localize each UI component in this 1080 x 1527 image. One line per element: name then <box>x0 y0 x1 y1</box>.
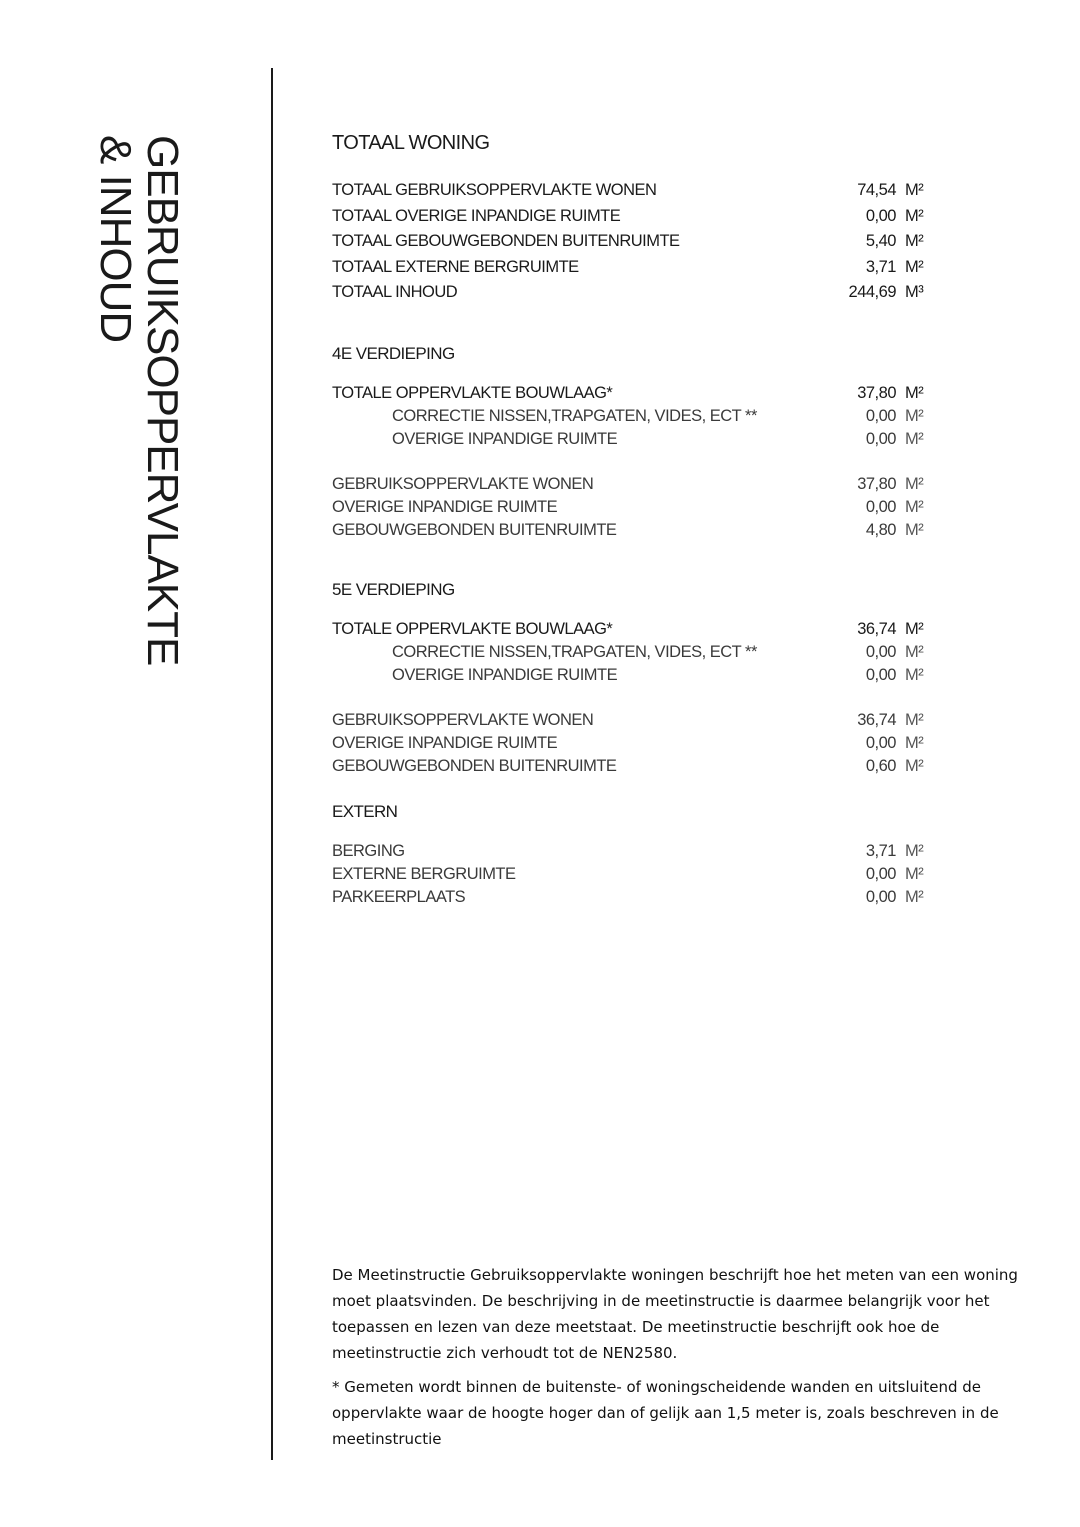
row-unit: M² <box>905 756 924 775</box>
row-value: 37,80 <box>857 474 896 493</box>
row-unit: M² <box>905 841 924 860</box>
row-unit: M² <box>905 864 924 883</box>
row-label: TOTAAL OVERIGE INPANDIGE RUIMTE <box>332 206 621 225</box>
row-unit: M² <box>905 429 924 448</box>
row-unit: M² <box>905 619 924 638</box>
area-row <box>332 496 932 519</box>
note-meetinstructie: De Meetinstructie Gebruiksoppervlakte woningen beschrijft hoe het meten van een woning moet plaatsvinden. De beschrijving in de meetinstructie is daarmee belangrijk voor het toepassen en lezen van deze meetstaat. De meetinstructie beschrijft ook hoe de meetinstructie zich verhoudt tot de NEN2580. <box>332 1266 1018 1362</box>
vertical-divider <box>271 68 273 1460</box>
row-label: OVERIGE INPANDIGE RUIMTE <box>392 429 618 448</box>
row-unit: M² <box>905 642 924 661</box>
section-heading-4e-verdieping: 4E VERDIEPING <box>332 343 455 363</box>
row-label: PARKEERPLAATS <box>332 887 466 906</box>
totaal-row <box>332 178 932 204</box>
row-label: OVERIGE INPANDIGE RUIMTE <box>332 733 558 752</box>
row-label: CORRECTIE NISSEN,TRAPGATEN, VIDES, ECT ** <box>392 406 757 425</box>
row-unit: M² <box>905 474 924 493</box>
side-title: GEBRUIKSOPPERVLAKTE & INHOUD <box>91 135 187 666</box>
row-unit: M³ <box>905 283 924 302</box>
extern-row <box>332 886 932 909</box>
row-label: CORRECTIE NISSEN,TRAPGATEN, VIDES, ECT ** <box>392 642 757 661</box>
row-label: GEBRUIKSOPPERVLAKTE WONEN <box>332 474 594 493</box>
row-value: 0,00 <box>865 887 896 906</box>
correction-row <box>332 641 932 664</box>
row-unit: M² <box>905 710 924 729</box>
row-value: 0,00 <box>865 497 896 516</box>
area-row <box>332 755 932 778</box>
bouwlaag-total-row <box>332 618 932 641</box>
totaal-row <box>332 204 932 230</box>
row-value: 0,00 <box>865 733 896 752</box>
row-unit: M² <box>905 665 924 684</box>
row-unit: M² <box>905 406 924 425</box>
row-unit: M² <box>905 181 924 199</box>
section-heading-extern: EXTERN <box>332 801 398 821</box>
section-heading-totaal: TOTAAL WONING <box>332 132 490 154</box>
row-unit: M² <box>905 733 924 752</box>
row-label: OVERIGE INPANDIGE RUIMTE <box>332 497 558 516</box>
correction-row <box>332 664 932 687</box>
row-label: TOTALE OPPERVLAKTE BOUWLAAG* <box>332 619 613 638</box>
row-value: 36,74 <box>857 710 896 729</box>
row-value: 0,00 <box>865 864 896 883</box>
totaal-row <box>332 280 932 306</box>
area-row <box>332 709 932 732</box>
row-label: TOTAAL GEBOUWGEBONDEN BUITENRUIMTE <box>332 232 680 251</box>
bouwlaag-total-row <box>332 382 932 405</box>
measurement-table <box>332 130 932 909</box>
row-value: 74,54 <box>857 181 896 199</box>
row-unit: M² <box>905 232 924 251</box>
row-label: GEBOUWGEBONDEN BUITENRUIMTE <box>332 520 617 539</box>
extern-row <box>332 863 932 886</box>
correction-row <box>332 405 932 428</box>
row-unit: M² <box>905 520 924 539</box>
extern-row <box>332 840 932 863</box>
correction-row <box>332 428 932 451</box>
row-value: 3,71 <box>865 257 896 276</box>
row-value: 0,00 <box>865 206 896 225</box>
row-value: 3,71 <box>865 841 896 860</box>
row-unit: M² <box>905 206 924 225</box>
totaal-row <box>332 229 932 255</box>
row-value: 0,00 <box>865 642 896 661</box>
row-label: GEBOUWGEBONDEN BUITENRUIMTE <box>332 756 617 775</box>
row-label: GEBRUIKSOPPERVLAKTE WONEN <box>332 710 594 729</box>
row-label: TOTAAL EXTERNE BERGRUIMTE <box>332 257 579 276</box>
row-value: 0,60 <box>865 756 896 775</box>
row-value: 4,80 <box>865 520 896 539</box>
section-heading-5e-verdieping: 5E VERDIEPING <box>332 579 455 599</box>
area-row <box>332 473 932 496</box>
totaal-row <box>332 255 932 281</box>
row-label: TOTALE OPPERVLAKTE BOUWLAAG* <box>332 383 613 402</box>
row-value: 36,74 <box>857 619 896 638</box>
row-value: 0,00 <box>865 429 896 448</box>
row-unit: M² <box>905 257 924 276</box>
area-row <box>332 732 932 755</box>
row-unit: M² <box>905 887 924 906</box>
row-value: 0,00 <box>865 665 896 684</box>
row-label: TOTAAL GEBRUIKSOPPERVLAKTE WONEN <box>332 181 657 199</box>
row-label: TOTAAL INHOUD <box>332 283 458 302</box>
row-label: BERGING <box>332 841 405 860</box>
note-gemeten: * Gemeten wordt binnen de buitenste- of woningscheidende wanden en uitsluitend de oppervlakte waar de hoogte hoger dan of gelijk aan 1,5 meter is, zoals beschreven in de meetinstructie <box>332 1378 999 1448</box>
area-row <box>332 519 932 542</box>
row-unit: M² <box>905 383 924 402</box>
row-unit: M² <box>905 497 924 516</box>
row-value: 5,40 <box>865 232 896 251</box>
row-label: EXTERNE BERGRUIMTE <box>332 864 516 883</box>
row-label: OVERIGE INPANDIGE RUIMTE <box>392 665 618 684</box>
row-value: 0,00 <box>865 406 896 425</box>
row-value: 37,80 <box>857 383 896 402</box>
row-value: 244,69 <box>848 283 896 302</box>
footnotes <box>332 1262 1042 1460</box>
